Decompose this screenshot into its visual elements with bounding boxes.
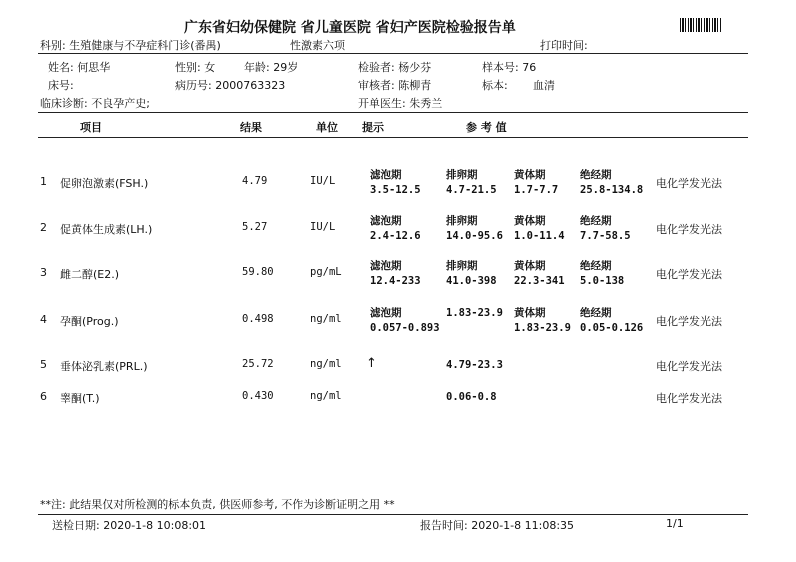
test-unit: pg/mL xyxy=(310,266,342,278)
record-no: 病历号: 2000763323 xyxy=(175,79,286,92)
print-time: 打印时间: xyxy=(540,39,588,52)
ref-value: 1.0-11.4 xyxy=(514,230,565,242)
test-result: 25.72 xyxy=(242,358,274,370)
test-result: 0.498 xyxy=(242,313,274,325)
col-ref: 参 考 值 xyxy=(466,121,507,134)
ref-value: 5.0-138 xyxy=(580,275,625,287)
test-panel: 性激素六项 xyxy=(290,39,345,52)
ref-label: 排卵期 xyxy=(446,215,478,227)
ref-label: 滤泡期 xyxy=(370,215,402,227)
ref-label: 绝经期 xyxy=(580,307,612,319)
patient-sex: 性别: 女 xyxy=(175,61,216,74)
divider xyxy=(38,112,748,113)
row-number: 1 xyxy=(40,175,47,188)
test-name: 垂体泌乳素(PRL.) xyxy=(60,360,148,373)
test-method: 电化学发光法 xyxy=(656,360,722,373)
ref-label: 排卵期 xyxy=(446,260,478,272)
ref-label: 滤泡期 xyxy=(370,307,402,319)
ref-label: 黄体期 xyxy=(514,215,546,227)
clinical-diagnosis: 临床诊断: 不良孕产史; xyxy=(40,97,150,110)
ref-range: 0.06-0.8 xyxy=(446,391,497,403)
test-method: 电化学发光法 xyxy=(656,315,722,328)
ref-value: 4.7-21.5 xyxy=(446,184,497,196)
patient-name: 姓名: 何思华 xyxy=(48,61,111,74)
row-number: 4 xyxy=(40,313,47,326)
test-name: 雌二醇(E2.) xyxy=(60,268,120,281)
ref-value: 14.0-95.6 xyxy=(446,230,503,242)
row-number: 5 xyxy=(40,358,47,371)
ref-value: 1.7-7.7 xyxy=(514,184,559,196)
col-result: 结果 xyxy=(240,121,262,134)
col-hint: 提示 xyxy=(362,121,384,134)
ref-value: 25.8-134.8 xyxy=(580,184,644,196)
ref-value: 1.83-23.9 xyxy=(514,322,571,334)
ref-label: 1.83-23.9 xyxy=(446,307,503,319)
sample-no: 样本号: 76 xyxy=(482,61,537,74)
ref-label: 滤泡期 xyxy=(370,260,402,272)
patient-age: 年龄: 29岁 xyxy=(244,61,299,74)
ref-label: 黄体期 xyxy=(514,307,546,319)
specimen-value: 血清 xyxy=(533,79,555,92)
ref-label: 绝经期 xyxy=(580,260,612,272)
test-unit: IU/L xyxy=(310,175,336,187)
specimen-label: 标本: xyxy=(482,79,508,92)
abnormal-flag: ↑ xyxy=(366,356,377,371)
divider xyxy=(38,53,748,54)
test-unit: ng/ml xyxy=(310,313,342,325)
ref-label: 滤泡期 xyxy=(370,169,402,181)
ref-label: 绝经期 xyxy=(580,215,612,227)
ref-value: 12.4-233 xyxy=(370,275,421,287)
department: 科别: 生殖健康与不孕症科门诊(番禺) xyxy=(40,39,221,52)
ref-value: 41.0-398 xyxy=(446,275,497,287)
ref-value: 7.7-58.5 xyxy=(580,230,631,242)
report-title: 广东省妇幼保健院 省儿童医院 省妇产医院检验报告单 xyxy=(184,20,516,36)
col-item: 项目 xyxy=(80,121,102,134)
footer-note: **注: 此结果仅对所检测的标本负责, 供医师参考, 不作为诊断证明之用 ** xyxy=(40,498,395,511)
test-method: 电化学发光法 xyxy=(656,268,722,281)
col-unit: 单位 xyxy=(316,121,338,134)
page-number: 1/1 xyxy=(666,517,684,530)
ref-label: 黄体期 xyxy=(514,169,546,181)
test-unit: ng/ml xyxy=(310,390,342,402)
ref-range: 4.79-23.3 xyxy=(446,359,503,371)
ordering-doctor: 开单医生: 朱秀兰 xyxy=(358,97,443,110)
test-result: 59.80 xyxy=(242,266,274,278)
ref-label: 排卵期 xyxy=(446,169,478,181)
test-method: 电化学发光法 xyxy=(656,177,722,190)
row-number: 3 xyxy=(40,266,47,279)
reviewer: 审核者: 陈柳青 xyxy=(358,79,432,92)
ref-value: 22.3-341 xyxy=(514,275,565,287)
divider xyxy=(38,514,748,515)
test-unit: ng/ml xyxy=(310,358,342,370)
row-number: 6 xyxy=(40,390,47,403)
divider xyxy=(38,137,748,138)
test-result: 0.430 xyxy=(242,390,274,402)
ref-label: 绝经期 xyxy=(580,169,612,181)
submit-time: 送检日期: 2020-1-8 10:08:01 xyxy=(52,519,207,532)
test-unit: IU/L xyxy=(310,221,336,233)
test-name: 促卵泡激素(FSH.) xyxy=(60,177,149,190)
report-time: 报告时间: 2020-1-8 11:08:35 xyxy=(420,519,575,532)
ref-value: 2.4-12.6 xyxy=(370,230,421,242)
bed-no: 床号: xyxy=(48,79,74,92)
tester: 检验者: 杨少芬 xyxy=(358,61,432,74)
test-result: 5.27 xyxy=(242,221,268,233)
test-result: 4.79 xyxy=(242,175,268,187)
ref-value: 3.5-12.5 xyxy=(370,184,421,196)
test-name: 孕酮(Prog.) xyxy=(60,315,119,328)
barcode-icon xyxy=(680,18,722,32)
ref-label: 黄体期 xyxy=(514,260,546,272)
row-number: 2 xyxy=(40,221,47,234)
test-method: 电化学发光法 xyxy=(656,392,722,405)
test-method: 电化学发光法 xyxy=(656,223,722,236)
test-name: 促黄体生成素(LH.) xyxy=(60,223,153,236)
ref-value: 0.057-0.893 xyxy=(370,322,440,334)
ref-value: 0.05-0.126 xyxy=(580,322,644,334)
test-name: 睾酮(T.) xyxy=(60,392,100,405)
